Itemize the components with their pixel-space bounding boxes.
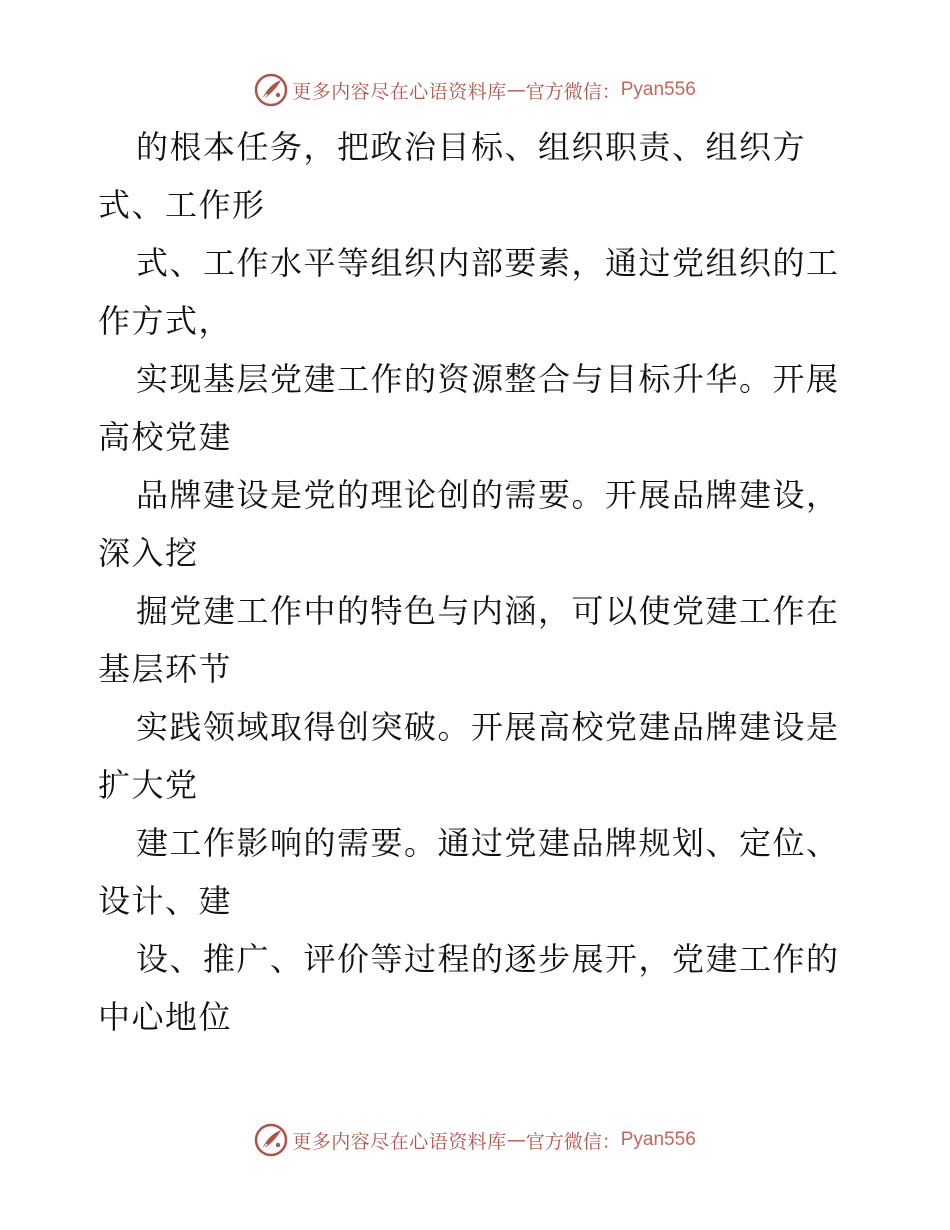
document-body: [98, 118, 858, 1046]
text-line: 深入挖: [98, 534, 199, 572]
banner-dash: —: [506, 79, 526, 101]
wechat-id: Pyan556: [620, 1129, 696, 1150]
text-line: 设计、建: [98, 882, 233, 920]
banner-dash: —: [506, 1129, 526, 1151]
text-line: 高校党建: [98, 418, 233, 456]
text-line: 扩大党: [98, 766, 199, 804]
quill-pen-logo-icon: [254, 1123, 288, 1157]
site-name: 更多内容尽在心语资料库: [292, 1130, 507, 1153]
footer-banner: [0, 1120, 950, 1160]
quill-pen-logo-icon: [254, 73, 288, 107]
text-line: 设、推广、评价等过程的逐步展开，党建工作的: [136, 940, 840, 978]
header-banner: [0, 70, 950, 110]
text-line: 实现基层党建工作的资源整合与目标升华。开展: [136, 360, 840, 398]
text-line: 式、工作水平等组织内部要素，通过党组织的工: [136, 244, 840, 282]
text-line: 式、工作形: [98, 186, 266, 224]
wechat-label: 官方微信：: [525, 1130, 621, 1153]
text-line: 实践领域取得创突破。开展高校党建品牌建设是: [136, 708, 840, 746]
text-line: 掘党建工作中的特色与内涵，可以使党建工作在: [136, 592, 840, 630]
wechat-label: 官方微信：: [525, 80, 621, 103]
wechat-id: Pyan556: [620, 79, 696, 100]
text-line: 品牌建设是党的理论创的需要。开展品牌建设，: [136, 476, 840, 514]
text-line: 的根本任务，把政治目标、组织职责、组织方: [136, 128, 807, 166]
text-line: 建工作影响的需要。通过党建品牌规划、定位、: [136, 824, 840, 862]
text-line: 基层环节: [98, 650, 233, 688]
site-name: 更多内容尽在心语资料库: [292, 80, 507, 103]
text-line: 作方式，: [98, 302, 233, 340]
text-line: 中心地位: [98, 998, 233, 1036]
